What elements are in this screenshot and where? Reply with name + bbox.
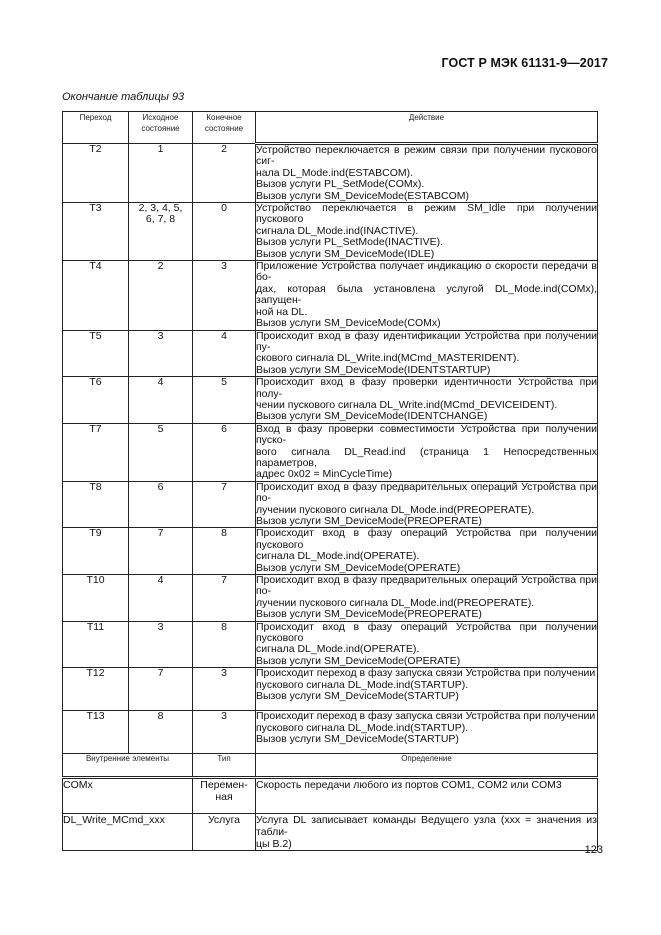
source-state-cell: [129, 144, 193, 203]
target-state-cell-text: 3: [221, 667, 227, 680]
action-cell-text: Происходит переход в фазу запуска связи Устройства при получении пускового сигнала DL_Mode.ind(STARTUP). Вызов услуги SM_DeviceMode(STARTUP): [256, 710, 596, 746]
transition-cell: [63, 330, 129, 377]
column-header-internal-element: Внутренние элементы: [63, 754, 193, 778]
action-cell: [256, 711, 598, 754]
transitions-table: [62, 111, 598, 851]
source-state-cell: [129, 377, 193, 424]
transition-cell-text: T9: [89, 527, 102, 540]
action-cell-text: Вход в фазу проверки совместимости Устройства при получении пуско- вого сигнала DL_Read.ind (страница 1 Непосредственных параметров, адрес 0x02 = MinCycleTime): [256, 422, 597, 481]
action-cell: [256, 481, 598, 528]
target-state-cell-text: 8: [221, 620, 227, 633]
target-state-cell: [193, 377, 256, 424]
source-state-cell-text: 3: [157, 620, 164, 633]
target-state-cell-text: 3: [221, 260, 227, 273]
column-header-target: Конечное состояние: [193, 112, 256, 144]
column-header-transition: Переход: [63, 112, 129, 144]
transition-cell-text: T2: [89, 143, 102, 155]
target-state-cell-text: 3: [221, 710, 227, 723]
source-state-cell-text: 7: [157, 667, 164, 680]
internal-element-definition: [256, 778, 598, 814]
action-cell-text: Происходит вход в фазу операций Устройства при получении пускового сигнала DL_Mode.ind(OPERATE). Вызов услуги SM_DeviceMode(OPERATE): [256, 527, 597, 574]
table-row: [63, 575, 598, 622]
action-cell-text: Происходит переход в фазу запуска связи Устройства при получении пускового сигнала DL_Mode.ind(STARTUP). Вызов услуги SM_DeviceMode(STARTUP): [256, 667, 596, 703]
target-state-cell-text: 6: [221, 422, 227, 435]
internal-element-definition: [256, 814, 598, 851]
source-state-cell-text: 4: [157, 574, 164, 587]
action-cell: [256, 377, 598, 424]
transition-cell: [63, 528, 129, 575]
internal-element-definition-text: Услуга DL записывает команды Ведущего узла (xxx = значения из табли- цы B.2): [256, 814, 597, 851]
internal-element-name: [63, 778, 193, 814]
target-state-cell: [193, 330, 256, 377]
table-row: [63, 144, 598, 203]
source-state-cell-text: 8: [157, 710, 164, 723]
target-state-cell: [193, 528, 256, 575]
transition-cell: [63, 481, 129, 528]
target-state-cell-text: 7: [221, 574, 227, 587]
transition-cell: [63, 261, 129, 330]
target-state-cell-text: 8: [221, 527, 227, 540]
target-state-cell: [193, 203, 256, 261]
source-state-cell-text: 7: [157, 527, 164, 540]
action-cell: [256, 575, 598, 622]
source-state-cell-text: 2, 3, 4, 5, 6, 7, 8: [138, 202, 183, 226]
action-cell-text: Происходит вход в фазу предварительных операций Устройства при по- лучении пускового сигнала DL_Mode.ind(PREOPERATE). Вызов услуги SM_DeviceMode(PREOPERATE): [256, 480, 597, 527]
transition-cell: [63, 423, 129, 481]
internal-element-type: [193, 778, 256, 814]
target-state-cell: [193, 575, 256, 622]
target-state-cell-text: 7: [221, 480, 227, 493]
column-header-action: Действие: [256, 112, 598, 144]
source-state-cell: [129, 711, 193, 754]
target-state-cell: [193, 481, 256, 528]
transition-cell: [63, 575, 129, 622]
table-row: [63, 621, 598, 668]
transition-cell: [63, 621, 129, 668]
source-state-cell: [129, 668, 193, 711]
internal-element-name-text: COMx: [63, 779, 93, 792]
table-row: [63, 377, 598, 424]
target-state-cell-text: 4: [221, 329, 227, 342]
transition-cell-text: T4: [89, 260, 102, 273]
action-cell-text: Происходит вход в фазу проверки идентичности Устройства при полу- чении пускового сигнала DL_Write.ind(MCmd_DEVICEIDENT). Вызов услуги SM_DeviceMode(IDENTCHANGE): [256, 376, 597, 423]
transition-cell: [63, 711, 129, 754]
transition-cell: [63, 377, 129, 424]
target-state-cell: [193, 261, 256, 330]
action-cell-text: Устройство переключается в режим SM_Idle при получении пускового сигнала DL_Mode.ind(INACTIVE). Вызов услуги PL_SetMode(INACTIVE). Вызов услуги SM_DeviceMode(IDLE): [256, 202, 597, 260]
target-state-cell: [193, 423, 256, 481]
action-cell-text: Происходит вход в фазу предварительных операций Устройства при по- лучении пускового сигнала DL_Mode.ind(PREOPERATE). Вызов услуги SM_DeviceMode(PREOPERATE): [256, 574, 597, 621]
source-state-cell-text: 5: [157, 422, 164, 435]
internal-elements-body: [63, 754, 598, 851]
action-cell-text: Устройство переключается в режим связи при получении пускового сиг- нала DL_Mode.ind(ESTABCOM). Вызов услуги PL_SetMode(COMx). Вызов услуги SM_DeviceMode(ESTABCOM): [256, 144, 597, 202]
source-state-cell: [129, 528, 193, 575]
transition-cell-text: T5: [89, 329, 102, 342]
internal-element-type-text: Услуга: [207, 814, 241, 827]
action-cell: [256, 528, 598, 575]
transition-cell-text: T7: [89, 422, 102, 435]
internal-element-type: [193, 814, 256, 851]
action-cell: [256, 330, 598, 377]
column-header-definition: Определение: [256, 754, 598, 778]
target-state-cell-text: 5: [221, 376, 227, 389]
internal-element-name: [63, 814, 193, 851]
table-caption: Окончание таблицы 93: [62, 91, 185, 103]
transition-cell-text: T3: [89, 202, 102, 215]
internal-header-row: [63, 754, 598, 778]
transition-cell: [63, 668, 129, 711]
table-row: [63, 261, 598, 330]
target-state-cell: [193, 144, 256, 203]
source-state-cell: [129, 330, 193, 377]
transition-cell-text: T8: [89, 480, 102, 493]
action-cell: [256, 423, 598, 481]
action-cell: [256, 144, 598, 203]
source-state-cell-text: 3: [157, 329, 164, 342]
transition-cell-text: T13: [86, 710, 105, 723]
action-cell-text: Происходит вход в фазу идентификации Устройства при получении пу- скового сигнала DL_Write.ind(MCmd_MASTERIDENT). Вызов услуги SM_DeviceMode(IDENTSTARTUP): [256, 329, 597, 376]
internal-element-row: [63, 814, 598, 851]
action-cell: [256, 621, 598, 668]
table-header-row: [63, 112, 598, 144]
transition-cell-text: T11: [86, 620, 105, 633]
source-state-cell: [129, 261, 193, 330]
source-state-cell: [129, 423, 193, 481]
action-cell: [256, 203, 598, 261]
target-state-cell: [193, 711, 256, 754]
target-state-cell: [193, 621, 256, 668]
table-row: [63, 481, 598, 528]
table-row: [63, 203, 598, 261]
table-row: [63, 711, 598, 754]
table-row: [63, 423, 598, 481]
table-row: [63, 330, 598, 377]
transition-cell: [63, 144, 129, 203]
column-header-type: Тип: [193, 754, 256, 778]
source-state-cell: [129, 481, 193, 528]
source-state-cell-text: 2: [157, 260, 164, 273]
action-cell: [256, 668, 598, 711]
source-state-cell: [129, 621, 193, 668]
source-state-cell-text: 4: [157, 376, 164, 389]
transition-cell-text: T10: [86, 574, 105, 587]
action-cell-text: Приложение Устройства получает индикацию о скорости передачи в бо- дах, которая была установлена услугой DL_Mode.ind(COMx), запущен- ной на DL. Вызов услуги SM_DeviceMode(COMx): [256, 260, 597, 330]
transitions-body: [63, 144, 598, 754]
transition-cell-text: T12: [86, 667, 105, 680]
table-row: [63, 528, 598, 575]
table-row: [63, 668, 598, 711]
action-cell: [256, 261, 598, 330]
source-state-cell-text: 6: [157, 480, 164, 493]
internal-element-definition-text: Скорость передачи любого из портов COM1, COM2 или COM3: [256, 779, 562, 792]
transition-cell-text: T6: [89, 376, 102, 389]
target-state-cell: [193, 668, 256, 711]
column-header-source: Исходное состояние: [129, 112, 193, 144]
internal-element-row: [63, 778, 598, 814]
source-state-cell-text: 1: [157, 143, 164, 155]
page-number: 123: [584, 844, 603, 856]
standard-header: ГОСТ Р МЭК 61131-9—2017: [441, 56, 608, 70]
target-state-cell-text: 0: [221, 202, 227, 215]
action-cell-text: Происходит вход в фазу операций Устройства при получении пускового сигнала DL_Mode.ind(OPERATE). Вызов услуги SM_DeviceMode(OPERATE): [256, 620, 597, 667]
internal-element-name-text: DL_Write_MCmd_xxx: [63, 814, 165, 827]
source-state-cell: [129, 575, 193, 622]
internal-element-type-text: Перемен- ная: [200, 779, 248, 804]
source-state-cell: [129, 203, 193, 261]
transition-cell: [63, 203, 129, 261]
target-state-cell-text: 2: [221, 143, 227, 155]
